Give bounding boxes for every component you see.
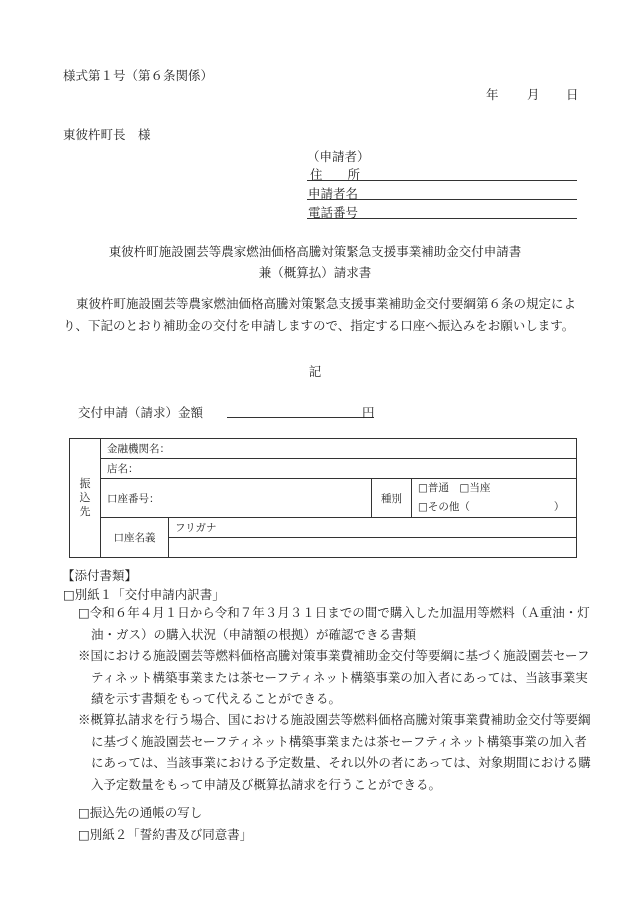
title-line-2: 兼（概算払）請求書 [258,265,372,280]
date-day: 日 [566,87,579,102]
branch-field[interactable]: 店名： [101,459,577,479]
phone-label: 電話番号 [308,205,359,220]
name-line [307,199,577,200]
date-month: 月 [527,87,540,102]
phone-line [307,218,577,219]
applicant-name-label: 申請者名 [308,186,359,201]
account-type-label: 種別 [372,479,412,518]
date-year: 年 [486,87,499,102]
attachment-sub-1: □令和６年４月１日から令和７年３月３１日までの間で購入した加温用等燃料（Ａ重油・灯油・ガス）の購入状況（申請額の根拠）が確認できる書類 [78,605,590,642]
address-line [307,180,577,181]
attachment-item-1: □別紙１「交付申請内訳書」 [63,587,225,602]
form-label: 様式第１号（第６条関係） [63,68,214,83]
attachment-note-2: ※概算払請求を行う場合、国における施設園芸等燃料価格高騰対策事業費補助金交付等要綱に基づく施設園芸セーフティネット構築事業または茶セーフティネット構築事業の加入者にあっては、当該事業における予定数量、それ以外の者にあっては、対象期間における購入予定数量をもって申請及び概算払請求を行うことができる。 [78,712,591,792]
amount-line [227,417,374,418]
account-number-field[interactable]: 口座番号： [101,479,372,518]
addressee: 東彼杵町長 様 [63,127,151,142]
account-holder-label: 口座名義 [101,518,169,558]
amount-unit: 円 [362,405,375,420]
title-line-1: 東彼杵町施設園芸等農家燃油価格高騰対策緊急支援事業補助金交付申請書 [108,244,522,259]
applicant-heading: （申請者） [307,149,370,164]
attachment-item-2: □別紙２「誓約書及び同意書」 [78,827,253,842]
ki-label: 記 [308,364,322,379]
bank-table [69,438,577,558]
account-type-options[interactable]: □普通 □当座 □その他（ ） [412,479,577,518]
amount-label: 交付申請（請求）金額 [78,405,204,420]
account-holder-field[interactable] [169,538,577,558]
address-label: 住 所 [310,167,361,182]
attachment-note-1: ※国における施設園芸等燃料価格高騰対策事業費補助金交付等要綱に基づく施設園芸セーフティネット構築事業または茶セーフティネット構築事業の加入者にあっては、当該事業実績を示す書類をもって代えることができる。 [78,648,590,706]
attachments-heading: 【添付書類】 [62,568,138,583]
furigana-field[interactable]: フリガナ [169,518,577,538]
attachment-sub-2: □振込先の通帳の写し [78,805,203,820]
institution-field[interactable]: 金融機関名： [101,439,577,459]
body-text: 東彼杵町施設園芸等農家燃油価格高騰対策緊急支援事業補助金交付要綱第６条の規定により、下記のとおり補助金の交付を申請しますので、指定する口座へ振込みをお願いします。 [63,296,577,333]
transfer-destination-label: 振 込 先 [70,439,101,558]
